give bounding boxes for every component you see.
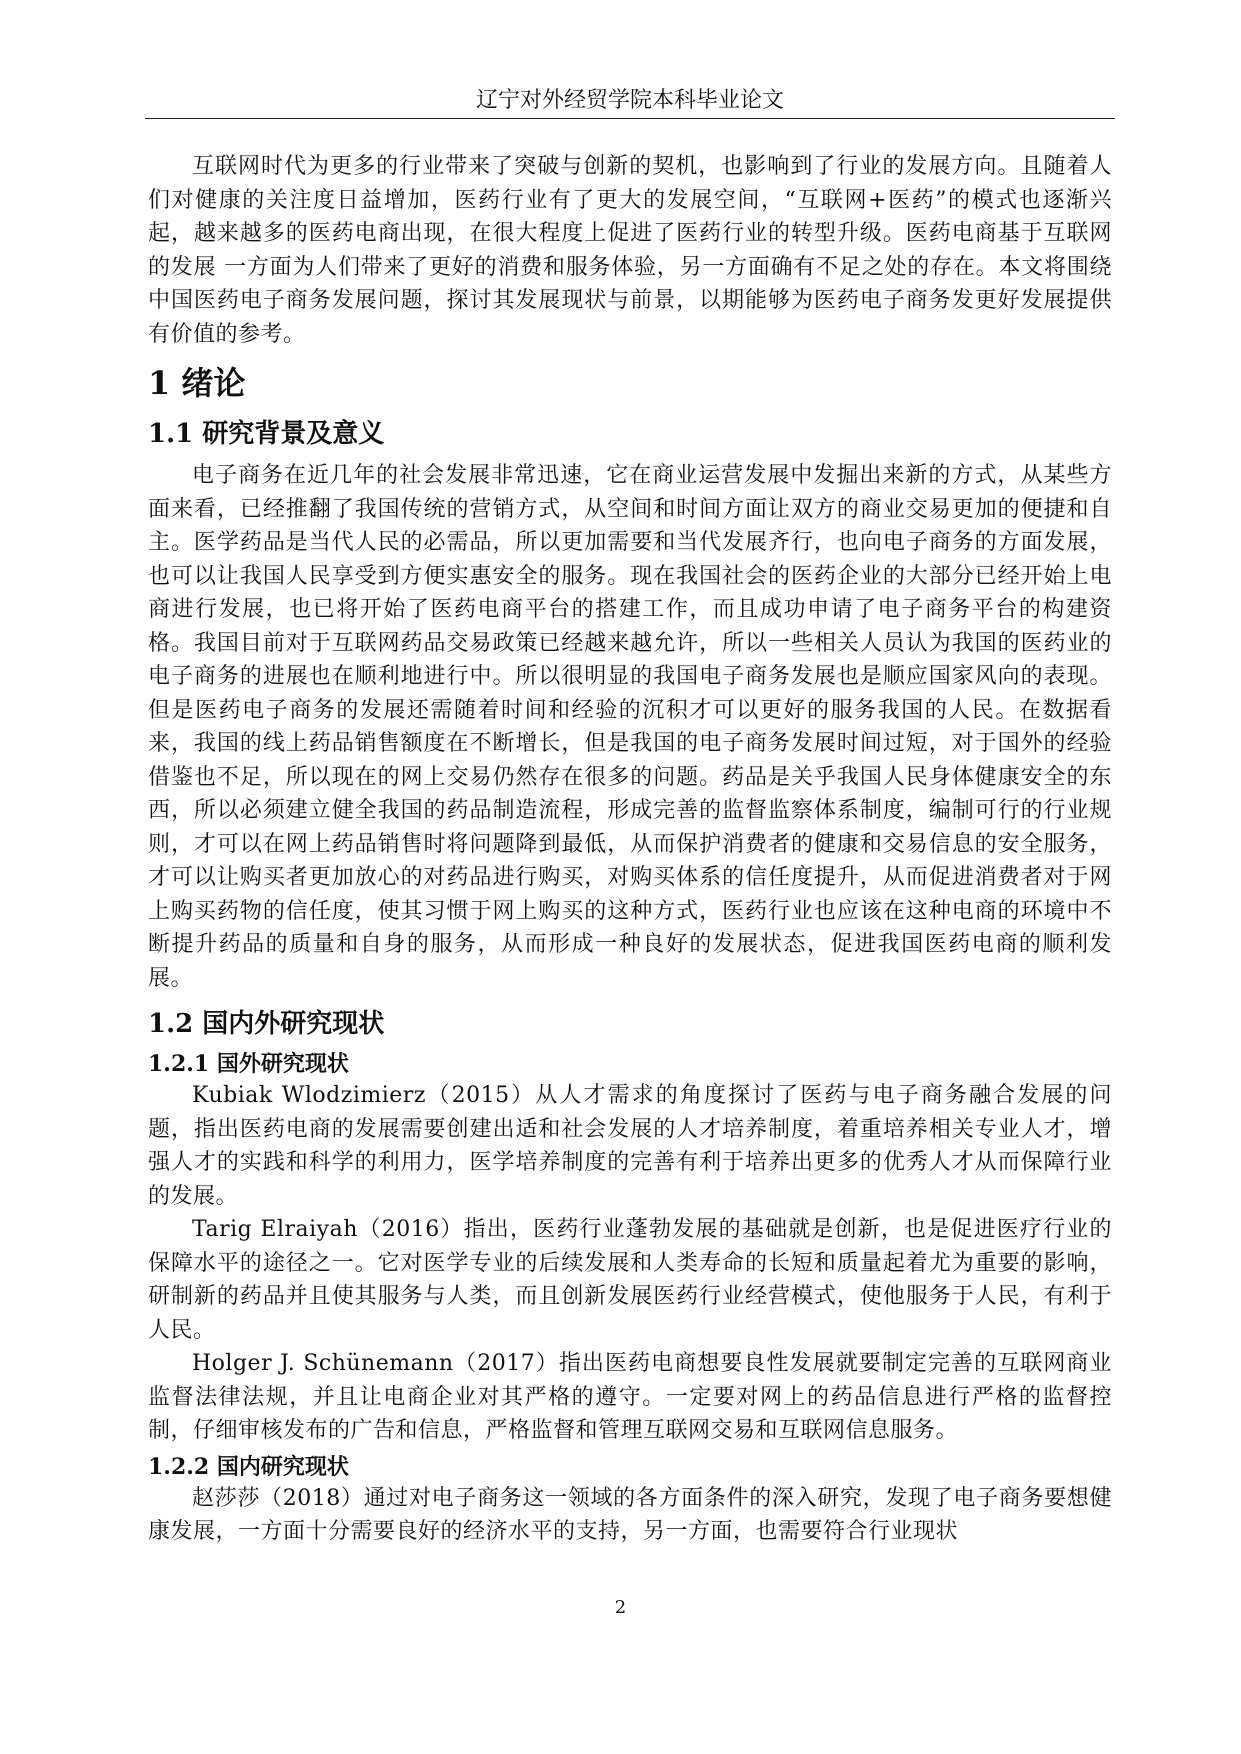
body-paragraph: 赵莎莎（2018）通过对电子商务这一领域的各方面条件的深入研究，发现了电子商务要想健康发展，一方面十分需要良好的经济水平的支持，另一方面，也需要符合行业现状 bbox=[148, 1485, 1112, 1544]
subsection-heading-1-2-2: 1.2.2 国内研究现状 bbox=[148, 1453, 349, 1480]
section-heading-1-1: 1.1 研究背景及意义 bbox=[148, 419, 385, 449]
body-paragraph: Kubiak Wlodzimierz（2015）从人才需求的角度探讨了医药与电子商务融合发展的问题，指出医药电商的发展需要创建出适和社会发展的人才培养制度，着重培养相关专业人才，增强人才的实践和科学的利用力，医学培养制度的完善有利于培养出更多的优秀人才从而保障行业的发展。 bbox=[148, 1083, 1112, 1209]
section-heading-1-2: 1.2 国内外研究现状 bbox=[148, 1009, 385, 1039]
body-paragraph: Tarig Elraiyah（2016）指出，医药行业蓬勃发展的基础就是创新，也是促进医疗行业的保障水平的途径之一。它对医学专业的后续发展和人类寿命的长短和质量起着尤为重要的影响，研制新的药品并且使其服务与人类，而且创新发展医药行业经营模式，使他服务于人民，有利于人民。 bbox=[148, 1217, 1112, 1343]
header-rule bbox=[145, 118, 1115, 119]
body-paragraph: 电子商务在近几年的社会发展非常迅速，它在商业运营发展中发掘出来新的方式，从某些方面来看，已经推翻了我国传统的营销方式，从空间和时间方面让双方的商业交易更加的便捷和自主。医学药品是当代人民的必需品，所以更加需要和当代发展齐行，也向电子商务的方面发展，也可以让我国人民享受到方便实惠安全的服务。现在我国社会的医药企业的大部分已经开始上电商进行发展，也已将开始了医药电商平台的搭建工作，而且成功申请了电子商务平台的构建资格。我国目前对于互联网药品交易政策已经越来越允许，所以一些相关人员认为我国的医药业的电子商务的进展也在顺利地进行中。所以很明显的我国电子商务发展也是顺应国家风向的表现。但是医药电子商务的发展还需随着时间和经验的沉积才可以更好的服务我国的人民。在数据看来，我国的线上药品销售额度在不断增长，但是我国的电子商务发展时间过短，对于国外的经验借鉴也不足，所以现在的网上交易仍然存在很多的问题。药品是关乎我国人民身体健康安全的东西，所以必须建立健全我国的药品制造流程，形成完善的监督监察体系制度，编制可行的行业规则，才可以在网上药品销售时将问题降到最低，从而保护消费者的健康和交易信息的安全服务，才可以让购买者更加放心的对药品进行购买，对购买体系的信任度提升，从而促进消费者对于网上购买药物的信任度，使其习惯于网上购买的这种方式，医药行业也应该在这种电商的环境中不断提升药品的质量和自身的服务，从而形成一种良好的发展状态，促进我国医药电商的顺利发展。 bbox=[148, 463, 1112, 991]
chapter-heading: 1 绪论 bbox=[148, 364, 246, 402]
page-number: 2 bbox=[614, 1597, 627, 1618]
page-content bbox=[148, 150, 1112, 1549]
body-paragraph: Holger J. Schünemann（2017）指出医药电商想要良性发展就要制定完善的互联网商业监督法律法规，并且让电商企业对其严格的遵守。一定要对网上的药品信息进行严格的监督控制，仔细审核发布的广告和信息，严格监督和管理互联网交易和互联网信息服务。 bbox=[148, 1351, 1112, 1443]
intro-paragraph: 互联网时代为更多的行业带来了突破与创新的契机，也影响到了行业的发展方向。且随着人们对健康的关注度日益增加，医药行业有了更大的发展空间，“互联网+医药”的模式也逐渐兴起，越来越多的医药电商出现，在很大程度上促进了医药行业的转型升级。医药电商基于互联网的发展 一方面为人们带来了更好的消费和服务体验，另一方面确有不足之处的存在。本文将围绕中国医药电子商务发展问题，探讨其发展现状与前景，以期能够为医药电子商务发更好发展提供有价值的参考。 bbox=[148, 154, 1112, 347]
running-header: 辽宁对外经贸学院本科毕业论文 bbox=[475, 88, 784, 113]
subsection-heading-1-2-1: 1.2.1 国外研究现状 bbox=[148, 1051, 349, 1077]
